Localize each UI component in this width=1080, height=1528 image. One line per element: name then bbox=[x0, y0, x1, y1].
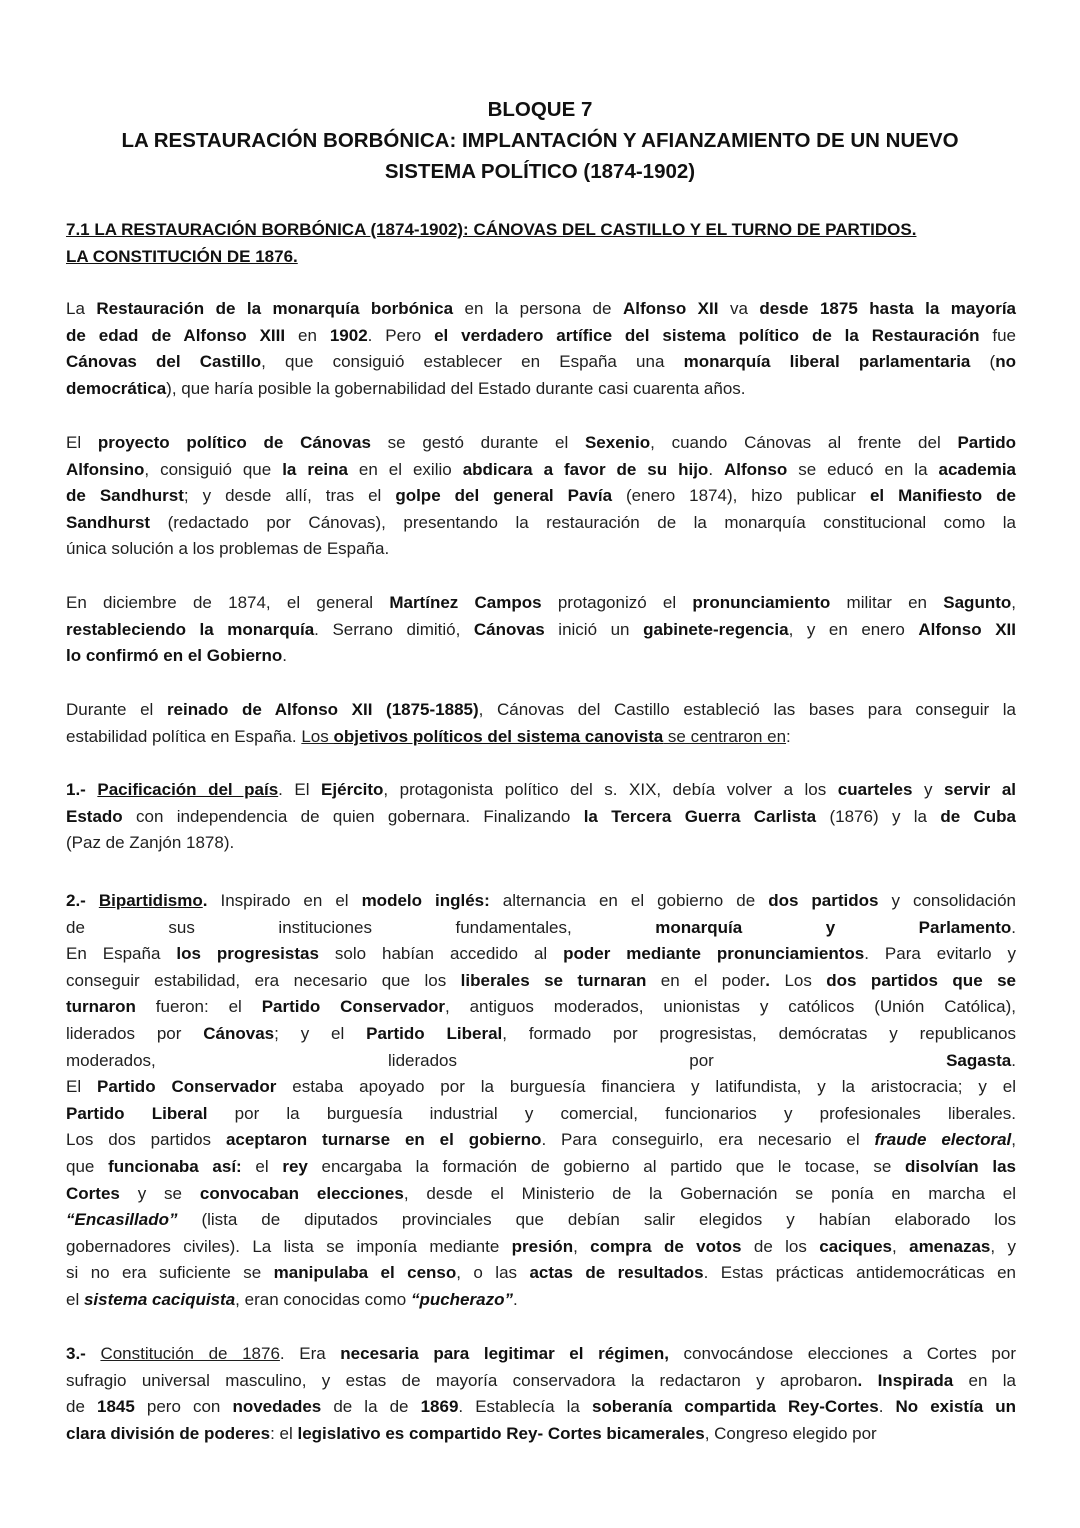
text-run: disolvían las bbox=[904, 1156, 1016, 1176]
text-run: cuarteles bbox=[837, 780, 913, 799]
text-run: Cánovas del Castillo bbox=[66, 352, 262, 372]
text-run: 1845 bbox=[96, 1397, 135, 1417]
text-run: se educó en la bbox=[787, 459, 939, 479]
text-run: Pacificación del país bbox=[97, 780, 279, 799]
paragraph bbox=[66, 590, 1016, 670]
text-run: (1876) y la bbox=[816, 806, 941, 826]
paragraph-line bbox=[66, 536, 1016, 563]
text-run: Cánovas bbox=[203, 1023, 275, 1043]
text-run: gabinete-regencia bbox=[643, 619, 789, 639]
paragraph bbox=[66, 296, 1016, 402]
text-run: poder mediante pronunciamientos bbox=[563, 944, 865, 964]
text-run: , y bbox=[990, 1236, 1016, 1256]
text-run: la reina bbox=[282, 459, 348, 479]
text-run: Durante el bbox=[66, 700, 167, 719]
text-run: de Cuba bbox=[940, 806, 1017, 826]
paragraph-line bbox=[66, 590, 1016, 617]
text-run: , formado por progresistas, demócratas y republicanos bbox=[502, 1023, 1017, 1043]
text-run: Alfonso bbox=[724, 459, 788, 479]
paragraph bbox=[66, 697, 1016, 750]
text-run: servir al bbox=[943, 780, 1016, 799]
text-run: monarquía liberal parlamentaria bbox=[683, 352, 971, 372]
paragraph-line bbox=[66, 457, 1016, 484]
text-run: compra de votos bbox=[590, 1236, 742, 1256]
text-run: de los bbox=[741, 1236, 820, 1256]
text-run: novedades bbox=[232, 1397, 322, 1417]
text-run: solo habían accedido al bbox=[318, 944, 564, 964]
text-run: Sandhurst bbox=[66, 512, 151, 532]
text-run: el Manifiesto de bbox=[869, 486, 1016, 506]
text-run: la Tercera Guerra Carlista bbox=[583, 806, 817, 826]
text-run: . Para evitarlo y bbox=[864, 944, 1017, 964]
paragraph-line bbox=[66, 830, 1016, 857]
text-run: . bbox=[512, 1289, 518, 1309]
paragraph-line bbox=[66, 1021, 1016, 1048]
text-run: Partido Conservador bbox=[97, 1077, 277, 1097]
paragraph-line bbox=[66, 915, 1016, 942]
text-run: manipulaba el censo bbox=[273, 1263, 457, 1283]
paragraph-line bbox=[66, 643, 1016, 670]
text-run: amenazas bbox=[909, 1236, 991, 1256]
text-run: En diciembre de 1874, el general bbox=[66, 593, 390, 612]
text-run: alternancia en el gobierno de bbox=[489, 891, 769, 910]
text-run: : el bbox=[270, 1423, 298, 1443]
paragraph-line bbox=[66, 968, 1016, 995]
paragraph-line bbox=[66, 1341, 1016, 1368]
text-run: , desde el Ministerio de la Gobernación se ponía en marcha el bbox=[403, 1183, 1016, 1203]
section-heading bbox=[66, 216, 1016, 270]
text-run: Alfonsino bbox=[66, 459, 145, 479]
text-run: ; y desde allí, tras el bbox=[183, 486, 396, 506]
text-run: y bbox=[912, 780, 944, 799]
text-run: . bbox=[708, 459, 725, 479]
paragraph-line bbox=[66, 1234, 1016, 1261]
text-run: Alfonso XII bbox=[918, 619, 1016, 639]
text-run: en el poder bbox=[646, 970, 766, 990]
paragraph-line bbox=[66, 296, 1016, 323]
text-run: actas de resultados bbox=[529, 1263, 704, 1283]
text-run: Inspirado en el bbox=[207, 891, 362, 910]
text-run: Cánovas bbox=[473, 619, 545, 639]
paragraph-line bbox=[66, 777, 1016, 804]
text-run: , o las bbox=[456, 1263, 530, 1283]
text-run: . Estas prácticas antidemocráticas en bbox=[703, 1263, 1016, 1283]
text-run: 1.- bbox=[66, 780, 98, 799]
text-run: . bbox=[202, 891, 208, 910]
text-run: 1902 bbox=[329, 325, 368, 345]
paragraph-line bbox=[66, 376, 1016, 403]
text-run: La bbox=[66, 299, 97, 318]
text-run: encargaba la formación de gobierno al partido que le tocase, se bbox=[307, 1156, 905, 1176]
text-run: rey bbox=[282, 1156, 308, 1176]
text-run: liderados por bbox=[66, 1023, 204, 1043]
text-run: , Congreso elegido por bbox=[704, 1423, 877, 1443]
text-run: , consiguió que bbox=[144, 459, 283, 479]
text-run: turnaron bbox=[66, 997, 136, 1017]
text-run: dos partidos bbox=[768, 891, 879, 910]
paragraph bbox=[66, 888, 1016, 1314]
text-run: dos partidos que se bbox=[826, 970, 1016, 990]
text-run: presión bbox=[511, 1236, 574, 1256]
text-run: en la bbox=[953, 1370, 1016, 1390]
text-run: pronunciamiento bbox=[692, 593, 831, 612]
text-run: (enero 1874), hizo publicar bbox=[612, 486, 870, 506]
paragraph-line bbox=[66, 1048, 1016, 1075]
text-run: abdicara a favor de su hijo bbox=[462, 459, 709, 479]
text-run: . Pero bbox=[367, 325, 435, 345]
text-run: convocándose elecciones a Cortes por bbox=[668, 1344, 1016, 1363]
text-run: única solución a los problemas de España. bbox=[66, 539, 390, 559]
text-run: En España bbox=[66, 944, 177, 964]
text-run: ( bbox=[970, 352, 996, 372]
text-run: 1869 bbox=[420, 1397, 459, 1417]
paragraph-line bbox=[66, 941, 1016, 968]
paragraph bbox=[66, 430, 1016, 563]
text-run: por la burguesía industrial y comercial, funcionarios y profesionales liberales. bbox=[207, 1103, 1016, 1123]
text-run: Sagasta bbox=[946, 1050, 1012, 1070]
text-run: aceptaron turnarse en el gobierno bbox=[225, 1130, 542, 1150]
paragraph-line bbox=[66, 1394, 1016, 1421]
text-run: necesaria para legitimar el régimen, bbox=[340, 1344, 669, 1363]
text-run: (Paz de Zanjón 1878). bbox=[66, 833, 235, 853]
text-run: , Cánovas del Castillo estableció las bases para conseguir la bbox=[478, 700, 1016, 719]
paragraph bbox=[66, 777, 1016, 857]
text-run: conseguir estabilidad, era necesario que los bbox=[66, 970, 461, 990]
paragraph-line bbox=[66, 888, 1016, 915]
document-header bbox=[60, 94, 1020, 187]
text-run: “Encasillado” bbox=[66, 1210, 178, 1230]
text-run: en la persona de bbox=[453, 299, 623, 318]
text-run: 2.- bbox=[66, 891, 99, 910]
text-run: liberales se turnaran bbox=[460, 970, 647, 990]
text-run: con independencia de quien gobernara. Finalizando bbox=[122, 806, 584, 826]
paragraph-line bbox=[66, 804, 1016, 831]
text-run: el verdadero artífice del sistema político de la Restauración bbox=[434, 325, 980, 345]
text-run: No existía un bbox=[895, 1397, 1016, 1417]
text-run: proyecto político de Cánovas bbox=[97, 433, 371, 452]
text-run: Estado bbox=[66, 806, 123, 826]
text-run: . bbox=[878, 1397, 896, 1417]
text-run: estaba apoyado por la burguesía financiera y latifundista, y la aristocracia; y el bbox=[276, 1077, 1016, 1097]
paragraph-line bbox=[66, 617, 1016, 644]
text-run: Martínez Campos bbox=[389, 593, 542, 612]
text-run: gobernadores civiles). La lista se imponía mediante bbox=[66, 1236, 512, 1256]
text-run: , bbox=[1011, 593, 1016, 612]
text-run: estabilidad política en España. bbox=[66, 726, 302, 746]
text-run: , bbox=[573, 1236, 591, 1256]
text-run: . Inspirada bbox=[857, 1370, 954, 1390]
text-run: inició un bbox=[544, 619, 644, 639]
text-run: Partido Conservador bbox=[261, 997, 445, 1017]
block-subtitle-line-1: LA RESTAURACIÓN BORBÓNICA: IMPLANTACIÓN Y AFIANZAMIENTO DE UN NUEVO bbox=[121, 129, 959, 152]
text-run: , y en enero bbox=[788, 619, 919, 639]
paragraph-line bbox=[66, 1287, 1016, 1314]
text-run: . El bbox=[278, 780, 322, 799]
paragraph-line bbox=[66, 1154, 1016, 1181]
text-run: en el exilio bbox=[347, 459, 463, 479]
text-run: los progresistas bbox=[176, 944, 319, 964]
paragraph bbox=[66, 1341, 1016, 1447]
text-run: . Serrano dimitió, bbox=[314, 619, 474, 639]
text-run: Sagunto bbox=[943, 593, 1012, 612]
text-run: y consolidación bbox=[878, 891, 1016, 910]
text-run: , antiguos moderados, unionistas y católicos (Unión Católica), bbox=[445, 997, 1016, 1017]
text-run: objetivos políticos del sistema canovista bbox=[333, 726, 664, 746]
text-run: , cuando Cánovas al frente del bbox=[650, 433, 958, 452]
text-run: de Sandhurst bbox=[66, 486, 184, 506]
text-run: Los bbox=[770, 970, 827, 990]
paragraph-line bbox=[66, 1260, 1016, 1287]
text-run: legislativo es compartido Rey- Cortes bicamerales bbox=[297, 1423, 705, 1443]
text-run: monarquía y Parlamento bbox=[655, 917, 1012, 937]
text-run: . Era bbox=[279, 1344, 341, 1363]
paragraph-line bbox=[66, 349, 1016, 376]
text-run: . bbox=[1011, 917, 1016, 937]
text-run: sufragio universal masculino, y estas de mayoría conservadora la redactaron y aprobaron bbox=[66, 1370, 858, 1390]
text-run: clara división de poderes bbox=[66, 1423, 271, 1443]
text-run: si no era suficiente se bbox=[66, 1263, 274, 1283]
text-run: (lista de diputados provinciales que debían salir elegidos y habían elaborado los bbox=[177, 1210, 1016, 1230]
paragraph-line bbox=[66, 483, 1016, 510]
text-run: (redactado por Cánovas), presentando la restauración de la monarquía constitucional como la bbox=[150, 512, 1016, 532]
text-run: restableciendo la monarquía bbox=[66, 619, 315, 639]
text-run: ), que haría posible la gobernabilidad del Estado durante casi cuarenta años. bbox=[166, 378, 746, 398]
text-run: en bbox=[285, 325, 330, 345]
text-run: modelo inglés: bbox=[361, 891, 490, 910]
paragraph-line bbox=[66, 430, 1016, 457]
block-title: BLOQUE 7 bbox=[487, 98, 593, 121]
text-run: va bbox=[718, 299, 760, 318]
text-run: Partido Liberal bbox=[366, 1023, 503, 1043]
text-run: protagonizó el bbox=[541, 593, 693, 612]
text-run: Partido bbox=[957, 433, 1017, 452]
text-run: : bbox=[786, 726, 791, 746]
paragraph-line bbox=[66, 697, 1016, 724]
text-run: Cortes bbox=[66, 1183, 120, 1203]
text-run: sistema caciquista bbox=[83, 1289, 236, 1309]
text-run: Sexenio bbox=[584, 433, 651, 452]
paragraph-line bbox=[66, 1421, 1016, 1448]
paragraph-line bbox=[66, 323, 1016, 350]
text-run: se gestó durante el bbox=[370, 433, 585, 452]
text-run: de edad de Alfonso XIII bbox=[66, 325, 286, 345]
text-run: lo confirmó en el Gobierno bbox=[66, 646, 283, 666]
text-run: el bbox=[241, 1156, 283, 1176]
text-run: militar en bbox=[830, 593, 944, 612]
text-run: fue bbox=[979, 325, 1017, 345]
text-run: soberanía compartida Rey-Cortes bbox=[591, 1397, 879, 1417]
text-run: . Establecía la bbox=[458, 1397, 592, 1417]
text-run: “pucherazo” bbox=[410, 1289, 513, 1309]
text-run: . bbox=[765, 970, 771, 990]
text-run: Los dos partidos bbox=[66, 1130, 226, 1150]
section-heading-line-1: 7.1 LA RESTAURACIÓN BORBÓNICA (1874-1902): CÁNOVAS DEL CASTILLO Y EL TURNO DE PARTIDOS. bbox=[66, 220, 917, 239]
text-run: . bbox=[1011, 1050, 1016, 1070]
text-run: 3.- bbox=[66, 1344, 101, 1363]
text-run: Ejército bbox=[321, 780, 384, 799]
text-run: Bipartidismo bbox=[98, 891, 203, 910]
text-run: de sus instituciones fundamentales, bbox=[66, 917, 656, 937]
text-run: desde 1875 hasta la mayoría bbox=[759, 299, 1017, 318]
text-run: , eran conocidas como bbox=[235, 1289, 411, 1309]
text-run: fraude electoral bbox=[874, 1130, 1012, 1150]
paragraph-line bbox=[66, 724, 1016, 751]
text-run: de bbox=[66, 1397, 97, 1417]
text-run: Constitución de 1876 bbox=[100, 1344, 280, 1363]
text-run: Los bbox=[301, 726, 334, 746]
text-run: caciques bbox=[819, 1236, 893, 1256]
text-run: democrática bbox=[66, 378, 167, 398]
paragraph-line bbox=[66, 1101, 1016, 1128]
text-run: que bbox=[66, 1156, 109, 1176]
text-run: , protagonista político del s. XIX, debía volver a los bbox=[383, 780, 838, 799]
text-run: El bbox=[66, 1077, 98, 1097]
text-run: se centraron en bbox=[663, 726, 787, 746]
text-run: ; y el bbox=[274, 1023, 367, 1043]
text-run: pero con bbox=[134, 1397, 233, 1417]
paragraph-line bbox=[66, 1181, 1016, 1208]
block-subtitle-line-2: SISTEMA POLÍTICO (1874-1902) bbox=[384, 160, 696, 183]
text-run: El bbox=[66, 433, 98, 452]
paragraph-line bbox=[66, 1368, 1016, 1395]
text-run: golpe del general Pavía bbox=[395, 486, 613, 506]
text-run: reinado de Alfonso XII (1875-1885) bbox=[166, 700, 479, 719]
text-run: el bbox=[66, 1289, 84, 1309]
text-run: Partido Liberal bbox=[66, 1103, 208, 1123]
paragraph-line bbox=[66, 1074, 1016, 1101]
text-run: . Para conseguirlo, era necesario el bbox=[541, 1130, 875, 1150]
text-run: y se bbox=[119, 1183, 200, 1203]
text-run: , bbox=[1011, 1130, 1017, 1150]
section-heading-line-2: LA CONSTITUCIÓN DE 1876. bbox=[66, 247, 298, 266]
text-run: academia bbox=[938, 459, 1016, 479]
text-run: , bbox=[892, 1236, 910, 1256]
paragraph-line bbox=[66, 994, 1016, 1021]
text-run: Restauración de la monarquía borbónica bbox=[96, 299, 454, 318]
text-run: de la de bbox=[321, 1397, 421, 1417]
text-run: convocaban elecciones bbox=[199, 1183, 404, 1203]
paragraph-line bbox=[66, 1127, 1016, 1154]
text-run: moderados, liderados por bbox=[66, 1050, 947, 1070]
text-run: funcionaba así: bbox=[108, 1156, 242, 1176]
text-run: , que consiguió establecer en España una bbox=[261, 352, 684, 372]
text-run: . bbox=[282, 646, 288, 666]
text-run: fueron: el bbox=[135, 997, 262, 1017]
paragraph-line bbox=[66, 1207, 1016, 1234]
text-run: no bbox=[995, 352, 1016, 372]
text-run: Alfonso XII bbox=[622, 299, 719, 318]
paragraph-line bbox=[66, 510, 1016, 537]
